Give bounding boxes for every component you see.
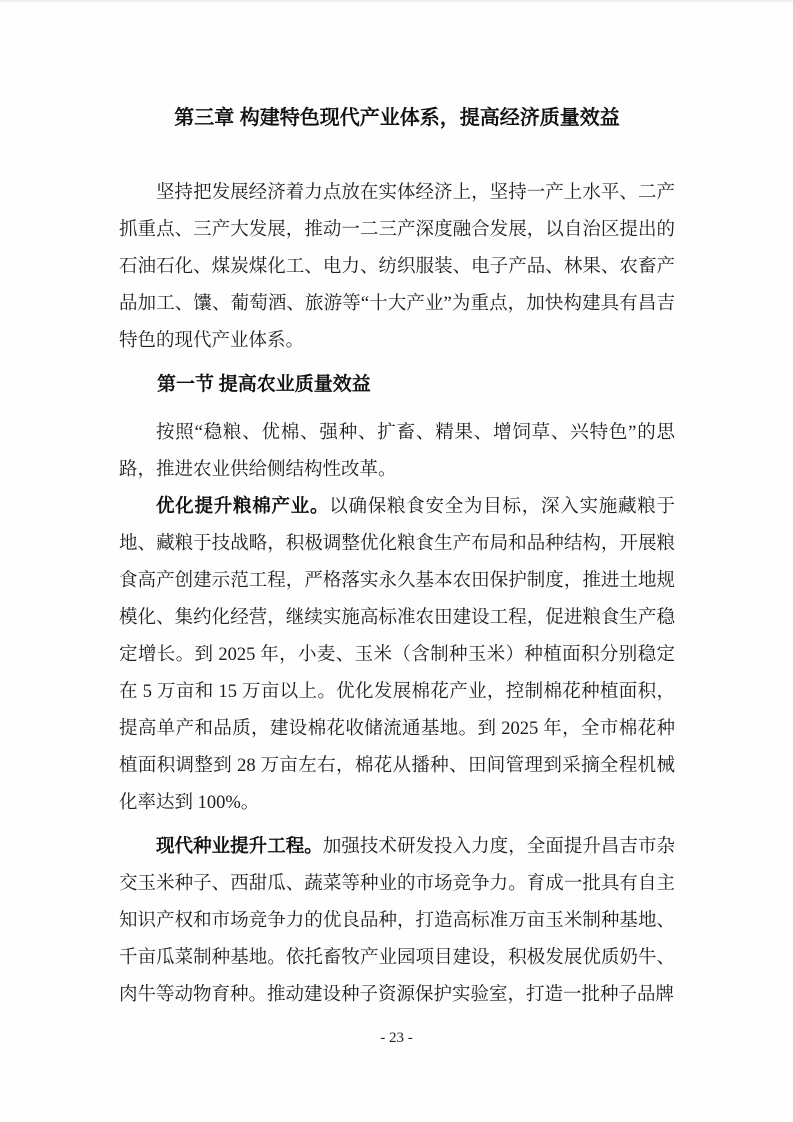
paragraph-bold-lead: 现代种业提升工程。 — [156, 837, 323, 857]
page-number: - 23 - — [380, 1030, 413, 1046]
chapter-title: 第三章 构建特色现代产业体系，提高经济质量效益 — [174, 107, 620, 129]
paragraph-modern-seed-industry — [119, 829, 675, 1014]
paragraph-text: 以确保粮食安全为目标，深入实施藏粮于地、藏粮于技战略，积极调整优化粮食生产布局和品种结构，开展粮食高产创建示范工程，严格落实永久基本农田保护制度，推进土地规模化、集约化经营，继续实施高标准农田建设工程，促进粮食生产稳定增长。到 2025 年，小麦、玉米（含制种玉米）种植面积分别稳定在 5 万亩和 15 万亩以上。优化发展棉花产业，控制棉花种植面积，提高单产和品质，建设棉花收储流通基地。到 2025 年，全市棉花种植面积调整到 28 万亩左右，棉花从播种、田间管理到采摘全程机械化率达到 100%。 — [119, 497, 675, 813]
section-heading: 第一节 提高农业质量效益 — [157, 374, 371, 395]
page-content — [119, 2, 675, 1014]
paragraph-text: 加强技术研发投入力度，全面提升昌吉市杂交玉米种子、西甜瓜、蔬菜等种业的市场竞争力。育成一批具有自主知识产权和市场竞争力的优良品种，打造高标准万亩玉米制种基地、千亩瓜菜制种基地。依托畜牧产业园项目建设，积极发展优质奶牛、肉牛等动物育种。推动建设种子资源保护实验室，打造一批种子品牌 — [119, 837, 675, 1005]
intro-paragraph-text: 坚持把发展经济着力点放在实体经济上，坚持一产上水平、二产抓重点、三产大发展，推动一二三产深度融合发展，以自治区提出的石油石化、煤炭煤化工、电力、纺织服装、电子产品、林果、农畜产品加工、馕、葡萄酒、旅游等“十大产业”为重点，加快构建具有昌吉特色的现代产业体系。 — [119, 183, 675, 351]
paragraph-text: 按照“稳粮、优棉、强种、扩畜、精果、增饲草、兴特色”的思路，推进农业供给侧结构性改革。 — [119, 423, 675, 480]
paragraph-bold-lead: 优化提升粮棉产业。 — [156, 497, 330, 517]
paragraph-supply-side-reform — [119, 415, 675, 489]
intro-paragraph — [119, 175, 675, 360]
paragraph-grain-cotton-industry — [119, 489, 675, 822]
